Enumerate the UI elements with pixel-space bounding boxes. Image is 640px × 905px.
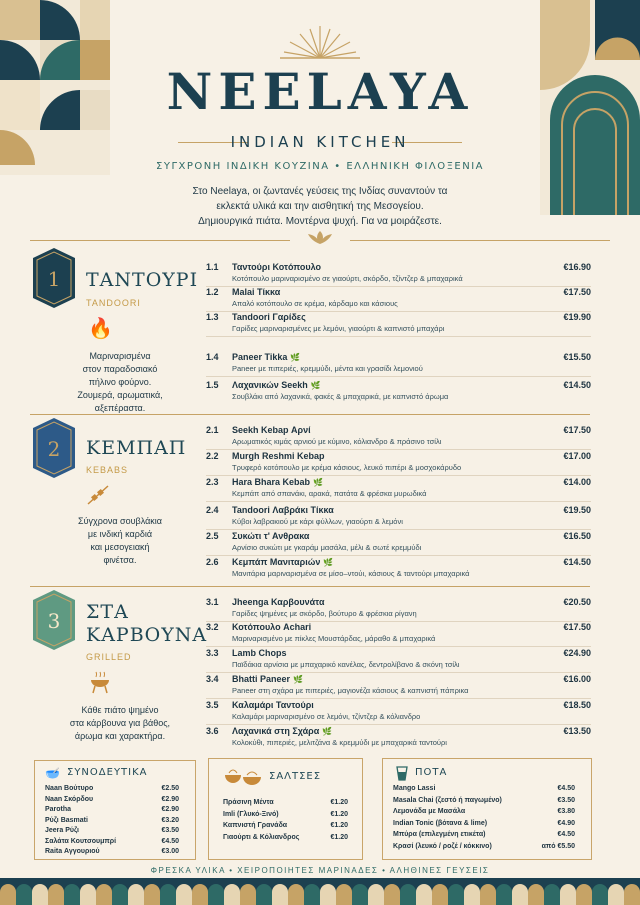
item-number: 2.5 [206,531,219,541]
item-name [232,380,321,390]
tile-arch [368,884,384,905]
description-line: φινέτσα. [103,555,137,565]
item-price: €15.50 [563,352,591,362]
item-name-text: Malai Τίκκα [232,287,281,297]
item-name [232,352,300,362]
drinks-title: ΠΟΤΑ [415,767,448,778]
section-title-line2: ΚΑΡΒΟΥΝΑ [86,624,208,646]
tile-arch [528,884,544,905]
item-name-text: Lamb Chops [232,648,287,658]
tile-arch [576,884,592,905]
menu-item [206,505,591,531]
menu-item [206,674,591,700]
sauces-box [208,758,363,860]
tile-arch [288,884,304,905]
tile-arch [160,884,176,905]
section-badge [33,248,75,308]
glass-icon [395,765,409,781]
item-name-text: Bhatti Paneer [232,674,291,684]
item-divider [206,336,591,337]
item-price: €20.50 [563,597,591,607]
intro-line: Στο Neelaya, οι ζωντανές γεύσεις της Ινδίας συναντούν τα [192,186,448,197]
description-line: στα κάρβουνα για βάθος, [69,718,171,728]
item-description: Paneer με πιπεριές, κρεμμύδι, μέντα και γρασίδι λεμονιού [232,364,423,373]
grill-icon [88,670,112,694]
item-description: Σουβλάκι από λαχανικά, φακές & μπαχαρικά, με καπνιστό άρωμα [232,392,449,401]
section-number: 3 [47,609,61,633]
tile-arch [48,884,64,905]
sauces-item-price: €1.20 [330,799,348,806]
menu-item [206,648,591,674]
item-name [232,648,287,658]
item-name-text: Λαχανικών Seekh [232,380,308,390]
item-price: €19.50 [563,505,591,515]
drinks-item-price: €4.50 [557,831,575,838]
section-divider [30,586,590,587]
tile-arch [544,884,560,905]
menu-item [206,287,591,313]
leaf-icon: 🌿 [290,353,301,362]
intro-line: εκλεκτά υλικά και την αισθητική της Μεσογείου. [216,201,424,212]
description-line: Σύγχρονα σουβλάκια [78,516,162,526]
menu-item [206,352,591,378]
menu-item [206,597,591,623]
sides-item-name: Raita Αγγουριού [45,848,100,855]
item-description: Μανιτάρια μαριναρισμένα σε μίσο–ντούι, κάσιους & ταντούρι μπαχαρικά [232,569,470,578]
menu-item [206,557,591,583]
sides-item-price: €2.50 [161,785,179,792]
menu-item [206,380,591,406]
bowl-icon: 🥣 [45,766,60,780]
item-number: 1.4 [206,352,219,362]
item-number: 1.2 [206,287,219,297]
item-number: 1.1 [206,262,219,272]
item-price: €17.50 [563,425,591,435]
item-name [232,505,334,515]
item-name-text: Tandoori Γαρίδες [232,312,306,322]
sides-box [34,760,196,860]
item-name-text: Καλαμάρι Ταντούρι [232,700,314,710]
section-subtitle: TANDOORI [86,298,141,308]
tile-arch [592,884,608,905]
item-name [232,597,324,607]
item-name [232,622,311,632]
sauces-item-price: €1.20 [330,822,348,829]
sauces-item-name: Imli (Γλυκό-Ξινό) [223,810,279,818]
section-number: 2 [47,437,61,461]
section-badge [33,418,75,478]
intro-line: Δημιουργικά πιάτα. Μοντέρνα ψυχή. Για να μοιράζεστε. [198,216,442,227]
tile-arch [480,884,496,905]
item-name [232,700,314,710]
menu-item [206,425,591,451]
item-name-text: Murgh Reshmi Kebap [232,451,325,461]
item-price: €14.00 [563,477,591,487]
description-line: με ινδική καρδιά [87,529,153,539]
sauces-item-name: Καπνιστή Γρανάδα [223,822,288,829]
item-price: €16.90 [563,262,591,272]
sides-item-price: €3.50 [161,827,179,834]
sauces-title: ΣΑΛΤΣΕΣ [269,771,322,782]
item-description: Paneer στη σχάρα με πιπεριές, μαγιονέζα κάσιους & καπνιστή πάπρικα [232,686,469,695]
drinks-item-price: €3.50 [557,796,575,804]
item-description: Γαρίδες μαριναρισμένες με λεμόνι, γιαούρτι & καπνιστό μπαχάρι [232,324,445,333]
item-name-text: Jheenga Καρβουνάτα [232,597,325,607]
item-number: 2.2 [206,451,219,461]
item-description: Αρνίσιο συκώτι με γκαράμ μασάλα, μέλι & σωτέ κρεμμύδι [232,543,422,552]
item-name [232,674,303,684]
tile-arch [496,884,512,905]
drinks-item-name: Λεμονάδα με Μασάλα [393,808,466,815]
item-number: 2.4 [206,505,219,515]
description-line: Κάθε πιάτο ψημένο [81,705,159,715]
menu-item [206,451,591,477]
sides-item-price: €2.90 [161,795,179,803]
item-number: 2.6 [206,557,219,567]
item-name-text: Ταντούρι Κοτόπουλο [232,262,322,272]
section-title: ΚΕΜΠΑΠ [86,437,187,459]
sides-item-price: €3.20 [161,816,179,824]
brand-title: NEELAYA [166,62,474,121]
tile-arch [112,884,128,905]
item-price: €14.50 [563,380,591,390]
section-subtitle: KEBABS [86,465,129,475]
tile-arch [304,884,320,905]
item-description: Μαριναρισμένο με πίκλες Μουστάρδας, μάραθο & μπαχαρικά [232,634,436,643]
section-description [55,704,185,743]
tile-arch [16,884,32,905]
description-line: άρωμα και χαρακτήρα. [74,731,166,741]
bottom-tile-border [0,878,640,905]
sides-item-price: €4.50 [161,837,179,845]
item-divider [206,529,591,530]
item-divider [206,449,591,450]
sauces-item-price: €1.20 [330,810,348,818]
item-number: 1.5 [206,380,219,390]
menu-item [206,312,591,338]
skewer-icon [86,484,110,506]
item-description: Καλαμάρι μαριναρισμένο σε λεμόνι, τζίντζερ & κόλιανδρο [232,712,421,721]
item-divider [206,555,591,556]
item-divider [206,698,591,699]
drinks-item-price: €4.50 [557,785,575,792]
tile-arch [320,884,336,905]
menu-item [206,477,591,503]
menu-item [206,622,591,648]
item-name-text: Κεμπάπ Μανιταριών [232,557,321,567]
item-description: Αρωματικός κιμάς αρνιού με κύμινο, κόλιανδρο & πράσινο τσίλι [232,437,442,446]
description-line: πήλινο φούρνο. [88,377,152,387]
header-divider [30,240,290,241]
item-price: €17.50 [563,622,591,632]
header-divider [350,240,610,241]
item-number: 3.4 [206,674,219,684]
item-price: €13.50 [563,726,591,736]
tile-arch [432,884,448,905]
item-name [232,312,306,322]
tile-arch [416,884,432,905]
tile-arch [192,884,208,905]
item-number: 3.3 [206,648,219,658]
leaf-icon: 🌿 [313,478,323,487]
item-divider [206,501,591,502]
tile-arch [144,884,160,905]
item-name-text: Hara Bhara Kebab [232,477,311,487]
tile-arch [384,884,400,905]
drinks-box [382,758,592,860]
flame-icon: 🔥 [88,318,113,340]
drinks-item-name: Mango Lassi [393,785,436,792]
item-description: Παϊδάκια αρνίσια με μπαχαρικό κανέλας, δεντρολίβανο & σκόνη τσίλι [232,660,460,669]
sides-item-name: Naan Σκόρδου [45,795,94,803]
tile-arch [448,884,464,905]
section-divider [30,414,590,415]
tile-arch [224,884,240,905]
sides-item-price: €2.90 [161,806,179,813]
item-name [232,425,311,435]
item-name [232,531,309,541]
intro-text [160,184,480,229]
item-number: 3.6 [206,726,219,736]
sunburst-ornament [280,24,360,60]
drinks-item-name: Masala Chai (ζεστό ή παγωμένο) [393,796,502,804]
item-description: Γαρίδες ψημένες με σκόρδο, βούτυρο & φρέσκια ρίγανη [232,609,417,618]
sides-item-name: Naan Βούτυρο [45,785,94,792]
brand-subtitle: INDIAN KITCHEN [230,133,410,151]
menu-item [206,531,591,557]
item-description: Κολοκύθι, πιπεριές, μελιτζάνα & κρεμμύδι με μπαχαρικά ταντούρι [232,738,447,747]
item-name [232,726,332,736]
item-name [232,477,323,487]
section-description [60,350,180,415]
tile-arch [0,884,16,905]
item-name-text: Tandoori Λαβράκι Τίκκα [232,505,334,515]
tile-arch [240,884,256,905]
sauces-item-name: Γιαούρτι & Κόλιανδρος [223,833,300,841]
tile-arch [256,884,272,905]
sides-item-name: Parotha [45,806,72,813]
item-description: Απαλό κοτόπουλο σε κρέμα, κάρδαμο και κάσιους [232,299,398,308]
tile-arch [64,884,80,905]
item-name-text: Paneer Tikka [232,352,288,362]
item-divider [206,475,591,476]
sides-item-name: Ρύζι Basmati [45,816,88,824]
tile-arch [608,884,624,905]
sides-item-name: Σαλάτα Κουτσουμπρί [45,837,117,845]
sides-title: ΣΥΝΟΔΕΥΤΙΚΑ [67,767,148,778]
item-price: €14.50 [563,557,591,567]
tile-arch [208,884,224,905]
menu-item [206,262,591,288]
sauces-item-price: €1.20 [330,833,348,841]
tile-arch [352,884,368,905]
section-number: 1 [47,267,61,291]
menu-item [206,700,591,726]
lotus-icon [306,229,334,245]
description-line: στον παραδοσιακό [82,364,158,374]
section-badge [33,590,75,650]
drinks-item-name: Μπύρα (επιλεγμένη ετικέτα) [393,831,486,838]
item-divider [206,646,591,647]
description-line: και μεσογειακή [90,542,150,552]
item-description: Τρυφερό κοτόπουλο με κρέμα κάσιους, λευκό πιπέρι & μοσχοκάρυδο [232,463,462,472]
item-number: 3.1 [206,597,219,607]
item-number: 2.3 [206,477,219,487]
tile-arch [272,884,288,905]
drinks-item-price: €3.80 [557,808,575,815]
item-divider [206,376,591,377]
item-description: Κεμπάπ από σπανάκι, αρακά, πατάτα & φρέσκα μυρωδικά [232,489,427,498]
item-price: €18.50 [563,700,591,710]
item-description: Κύβοι λαβρακιού με κάρι φύλλων, γιαούρτι & λεμόνι [232,517,403,526]
item-number: 3.5 [206,700,219,710]
footer-tagline: ΦΡΕΣΚΑ ΥΛΙΚΑ • ΧΕΙΡΟΠΟΙΗΤΕΣ ΜΑΡΙΝΑΔΕΣ • ΑΛΗΘΙΝΕΣ ΓΕΥΣΕΙΣ [150,866,490,875]
sauce-bowls-icon [223,765,263,787]
drinks-item-price: από €5.50 [541,842,575,850]
item-price: €17.00 [563,451,591,461]
item-name-text: Λαχανικά στη Σχάρα [232,726,320,736]
description-line: αξεπέραστα. [94,403,146,413]
tile-arch [624,884,640,905]
item-name [232,557,333,567]
sauces-item-name: Πράσινη Μέντα [223,799,274,806]
item-price: €16.50 [563,531,591,541]
item-number: 3.2 [206,622,219,632]
tile-arch [96,884,112,905]
menu-item [206,726,591,752]
drinks-item-price: €4.90 [557,819,575,827]
tile-arch [512,884,528,905]
item-price: €16.00 [563,674,591,684]
item-price: €19.90 [563,312,591,322]
leaf-icon: 🌿 [293,675,303,684]
item-number: 2.1 [206,425,219,435]
brand-tagline: ΣΥΓΧΡΟΝΗ ΙΝΔΙΚΗ ΚΟΥΖΙΝΑ • ΕΛΛΗΝΙΚΗ ΦΙΛΟΞΕΝΙΑ [156,161,484,172]
tile-arch [400,884,416,905]
tile-arch [128,884,144,905]
sides-item-name: Jeera Ρύζι [45,827,79,834]
item-divider [206,672,591,673]
tile-arch [176,884,192,905]
description-line: Μαριναρισμένα [89,351,151,361]
drinks-item-name: Κρασί (λευκό / ροζέ / κόκκινο) [393,842,492,850]
leaf-icon: 🌿 [322,727,333,736]
item-name-text: Seekh Kebap Αρνί [232,425,311,435]
description-line: Ζουμερά, αρωματικά, [77,390,163,400]
item-name [232,451,325,461]
item-description: Κοτόπουλο μαριναρισμένο σε γιαούρτι, σκόρδο, τζίντζερ & μπαχαρικά [232,274,463,283]
sides-item-price: €3.00 [161,848,179,855]
section-subtitle: GRILLED [86,652,132,662]
tile-arch [32,884,48,905]
section-title: ΤΑΝΤΟΥΡΙ [86,269,199,291]
item-name-text: Κοτόπουλο Achari [232,622,312,632]
item-name [232,262,321,272]
tile-arch [560,884,576,905]
tile-arch [80,884,96,905]
item-divider [206,724,591,725]
leaf-icon: 🌿 [323,558,334,567]
section-description [60,515,180,567]
item-number: 1.3 [206,312,219,322]
item-name [232,287,280,297]
item-price: €17.50 [563,287,591,297]
tile-arch [464,884,480,905]
leaf-icon: 🌿 [310,381,321,390]
drinks-item-name: Indian Tonic (βότανα & lime) [393,819,488,827]
section-title: ΣΤΑ [86,601,129,623]
item-name-text: Συκώτι τ' Ανθρακα [232,531,310,541]
item-price: €24.90 [563,648,591,658]
tile-arch [336,884,352,905]
